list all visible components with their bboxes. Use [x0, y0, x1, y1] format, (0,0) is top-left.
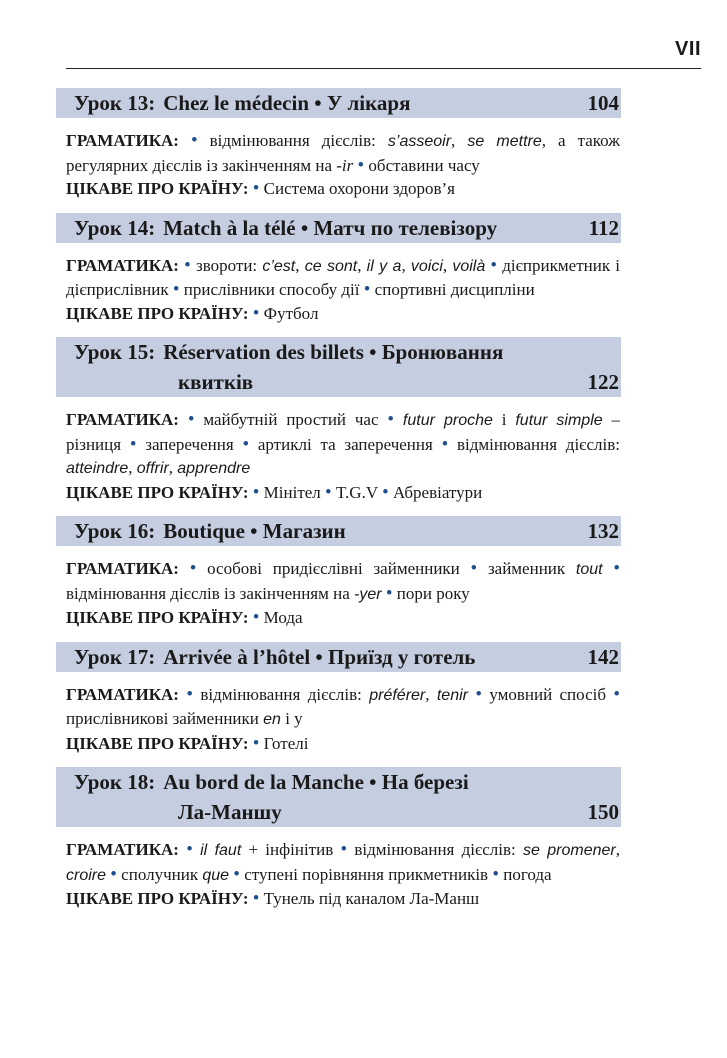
country-facts	[66, 732, 620, 756]
lesson-page-number: 104	[587, 91, 619, 115]
lesson-entry	[56, 213, 621, 326]
lesson-entry	[56, 337, 621, 504]
country-label: ЦІКАВЕ ПРО КРАЇНУ:	[66, 889, 249, 908]
lesson-number: Урок 18:	[74, 770, 156, 794]
grammar-text: • il faut + інфінітив • відмінювання дієслів: se promener, croire • сполучник que • ступені порівняння прикметників • погода	[66, 839, 621, 885]
grammar-topics	[66, 557, 620, 606]
grammar-topics	[66, 408, 620, 481]
country-label: ЦІКАВЕ ПРО КРАЇНУ:	[66, 733, 249, 753]
country-label: ЦІКАВЕ ПРО КРАЇНУ:	[66, 303, 249, 323]
lesson-heading[interactable]	[56, 337, 621, 397]
grammar-text: • відмінювання дієслів: préférer, tenir • умовний спосіб • прислівникові займенники en і y	[66, 683, 620, 728]
country-text: • Тунель під каналом Ла-Манш	[252, 888, 480, 909]
lesson-heading[interactable]	[56, 767, 621, 827]
lesson-number: Урок 16:	[74, 519, 156, 543]
grammar-text: • особові придієслівні займенники • займенник tout • відмінювання дієслів із закінченням на -yer • пори року	[66, 558, 620, 604]
country-label: ЦІКАВЕ ПРО КРАЇНУ:	[66, 179, 249, 198]
lesson-title: Au bord de la Manche • На березі	[163, 770, 469, 794]
country-text: • Мода	[252, 607, 303, 628]
country-facts	[66, 606, 620, 630]
lesson-title-continued: квитків	[178, 370, 254, 394]
grammar-label: ГРАМАТИКА:	[66, 684, 179, 704]
lesson-number: Урок 14:	[74, 215, 156, 240]
lesson-page-number: 132	[587, 519, 619, 543]
lesson-number: Урок 13:	[74, 91, 156, 115]
country-text: • Мінітел • T.G.V • Абревіатури	[252, 481, 483, 503]
country-facts	[66, 887, 620, 911]
grammar-topics	[66, 838, 620, 887]
country-facts	[66, 302, 620, 326]
lesson-heading[interactable]	[56, 213, 621, 243]
grammar-text: • майбутній простий час • futur proche і futur simple – різниця • заперечення • артиклі та заперечення • відмінювання дієслів: atteindre, offrir, apprendre	[66, 409, 621, 477]
grammar-label: ГРАМАТИКА:	[66, 840, 179, 859]
lesson-entry	[56, 642, 621, 756]
lesson-page-number: 150	[587, 800, 619, 824]
header-rule	[66, 68, 701, 69]
lesson-title: Chez le médecin • У лікаря	[163, 91, 411, 115]
country-text: • Система охорони здоров’я	[252, 178, 455, 199]
lesson-page-number: 142	[587, 644, 619, 669]
lesson-title: Arrivée à l’hôtel • Приїзд у готель	[163, 644, 476, 669]
page-number: VII	[675, 38, 701, 60]
lesson-heading[interactable]	[56, 642, 621, 672]
lesson-number: Урок 15:	[74, 340, 156, 364]
grammar-text: • звороти: c’est, ce sont, il y a, voici, voilà • дієприкметник і дієприслівник • прислівники способу дії • спортивні дисципліни	[66, 254, 620, 300]
lesson-heading[interactable]	[56, 88, 621, 118]
country-label: ЦІКАВЕ ПРО КРАЇНУ:	[66, 482, 249, 502]
grammar-topics	[66, 129, 620, 177]
country-facts	[66, 177, 620, 201]
grammar-label: ГРАМАТИКА:	[66, 255, 179, 275]
lesson-page-number: 112	[588, 215, 619, 240]
lesson-page-number: 122	[587, 370, 619, 394]
grammar-label: ГРАМАТИКА:	[66, 131, 179, 150]
lesson-heading[interactable]	[56, 516, 621, 546]
country-facts	[66, 481, 620, 505]
grammar-topics	[66, 683, 620, 732]
grammar-topics	[66, 254, 620, 302]
country-text: • Готелі	[252, 732, 309, 754]
lesson-title: Match à la télé • Матч по телевізору	[163, 215, 498, 240]
lesson-title: Boutique • Магазин	[163, 519, 346, 543]
lesson-entry	[56, 767, 621, 911]
lesson-title: Réservation des billets • Бронювання	[163, 340, 504, 364]
lesson-entry	[56, 88, 621, 201]
lesson-entry	[56, 516, 621, 630]
lesson-number: Урок 17:	[74, 644, 156, 669]
country-text: • Футбол	[252, 302, 319, 324]
country-label: ЦІКАВЕ ПРО КРАЇНУ:	[66, 608, 249, 627]
lesson-title-continued: Ла-Маншу	[178, 800, 282, 824]
table-of-contents	[56, 88, 621, 923]
grammar-text: • відмінювання дієслів: s’asseoir, se mettre, а також регулярних дієслів із закінченням на -ir • обставини часу	[66, 130, 620, 176]
grammar-label: ГРАМАТИКА:	[66, 410, 179, 429]
grammar-label: ГРАМАТИКА:	[66, 559, 179, 578]
